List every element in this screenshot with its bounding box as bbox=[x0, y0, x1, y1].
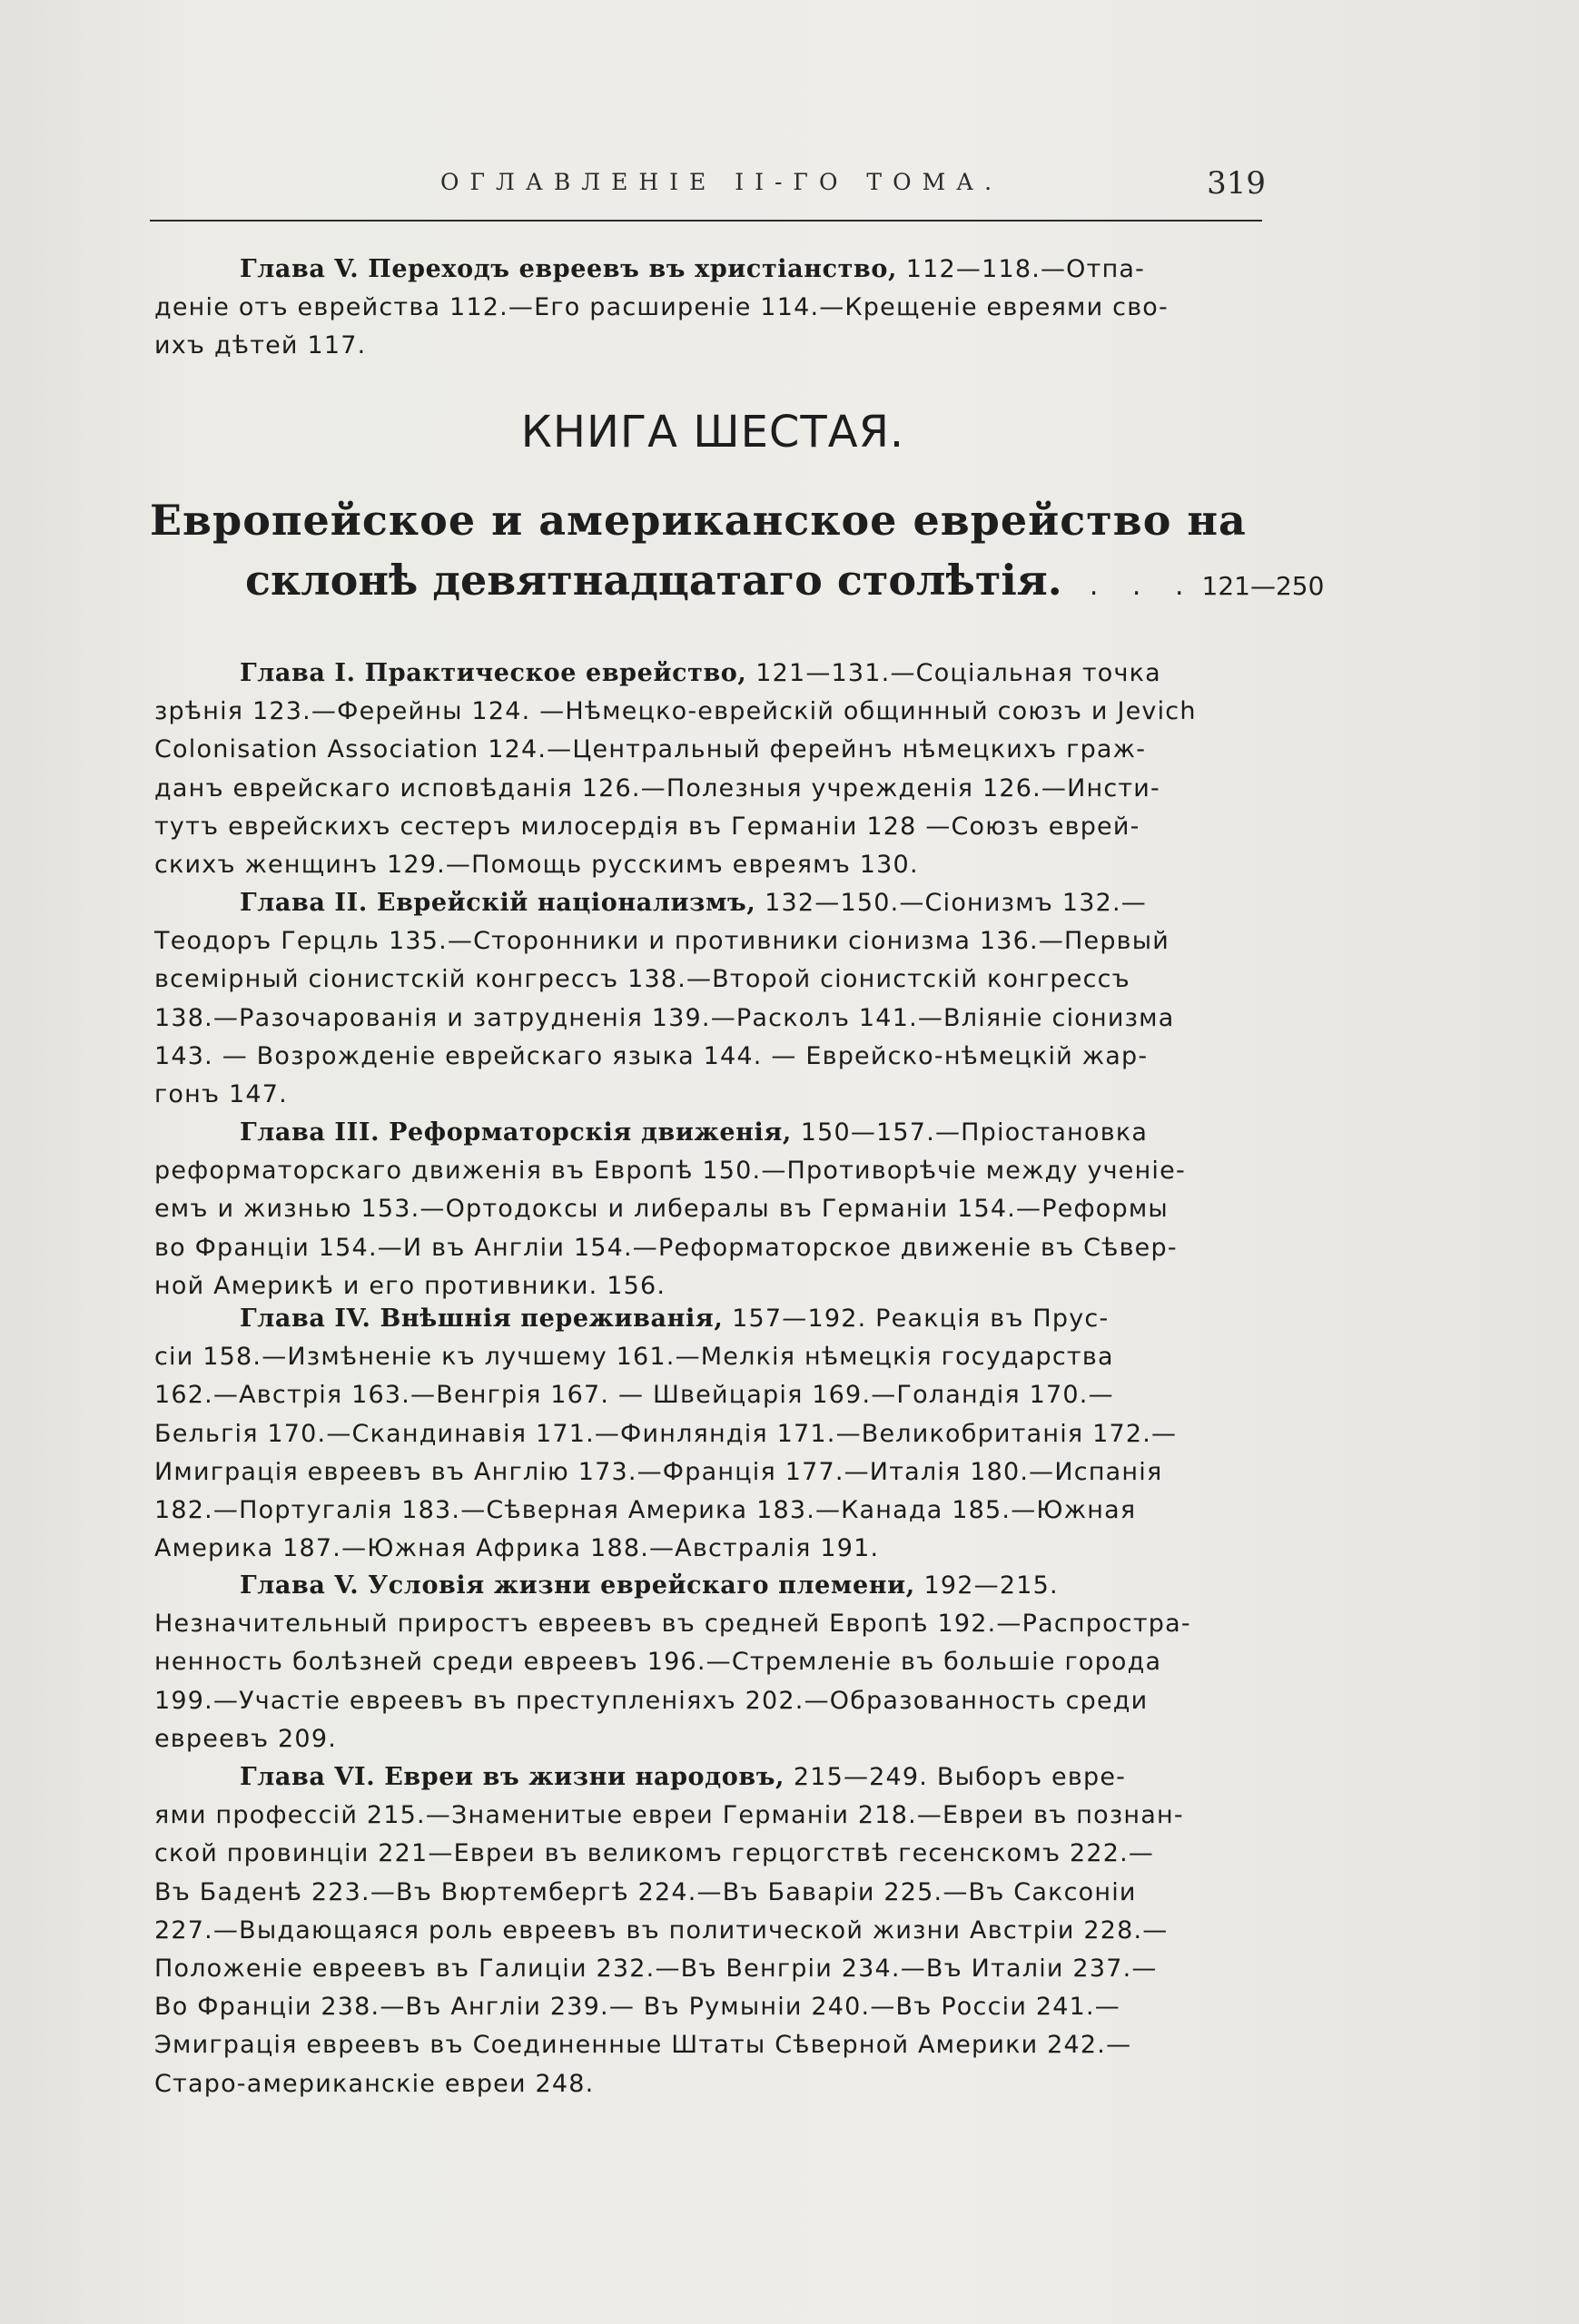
chapter-heading: Глава V. Переходъ евреевъ въ христіанство, bbox=[240, 255, 897, 283]
toc-entry-line: Во Франціи 238.—Въ Англіи 239.— Въ Румыніи 240.—Въ Россіи 241.— bbox=[154, 1993, 1120, 2022]
chapter-heading: Глава I. Практическое еврейство, bbox=[240, 659, 747, 687]
book-subtitle bbox=[150, 490, 1325, 616]
toc-entry-line: Бельгія 170.—Скандинавія 171.—Финляндія 171.—Великобританія 172.— bbox=[154, 1419, 1178, 1448]
toc-entry-line: Эмиграція евреевъ въ Соединенные Штаты Сѣверной Америки 242.— bbox=[154, 2031, 1132, 2060]
page-range: 121—250 bbox=[1201, 571, 1325, 601]
running-head bbox=[150, 165, 1266, 222]
toc-entry-chapter-1: Глава I. Практическое еврейство, 121—131.—Соціальная точка зрѣнія 123.—Ферейны 124. —Нѣмецко-еврейскій общинный союзъ и Jevich Colonisation Association 124.—Центральный ферейнъ нѣмецкихъ граж- данъ еврейскаго исповѣданія 126.—Полезныя учрежденія 126.—Инсти- тутъ еврейскихъ сестеръ милосердія въ Германіи 128 —Союзъ еврей- скихъ женщинъ 129.—Помощь русскимъ евреямъ 130. bbox=[154, 655, 1226, 884]
toc-entry-line: данъ еврейскаго исповѣданія 126.—Полезныя учрежденія 126.—Инсти- bbox=[154, 773, 1160, 803]
chapter-heading: Глава IV. Внѣшнія переживанія, bbox=[240, 1305, 724, 1333]
toc-entry-line: Въ Баденѣ 223.—Въ Вюртембергѣ 224.—Въ Баваріи 225.—Въ Саксоніи bbox=[154, 1877, 1137, 1906]
toc-entry-line: скихъ женщинъ 129.—Помощь русскимъ евреямъ 130. bbox=[154, 851, 919, 880]
toc-entry-chapter-4: Глава IV. Внѣшнія переживанія, 157—192. Реакція въ Прус- сіи 158.—Измѣненіе къ лучшему 161.—Мелкія нѣмецкія государства 162.—Австрія 163.—Венгрія 167. — Швейцарія 169.—Голандія 170.— Бельгія 170.—Скандинавія 171.—Финляндія 171.—Великобританія 172.— Имиграція евреевъ въ Англію 173.—Франція 177.—Италія 180.—Испанія 182.—Португалія 183.—Сѣверная Америка 183.—Канада 185.—Южная Америка 187.—Южная Африка 188.—Австралія 191. bbox=[154, 1300, 1226, 1568]
toc-entry-line: емъ и жизнью 153.—Ортодоксы и либералы въ Германіи 154.—Реформы bbox=[154, 1195, 1169, 1224]
toc-entry-line: всемірный сіонистскій конгрессъ 138.—Второй сіонистскій конгрессъ bbox=[154, 965, 1130, 994]
toc-entry-line: 182.—Португалія 183.—Сѣверная Америка 183.—Канада 185.—Южная bbox=[154, 1496, 1137, 1525]
chapter-heading: Глава II. Еврейскій націонализмъ, bbox=[240, 889, 756, 917]
toc-entry-line: Имиграція евреевъ въ Англію 173.—Франція 177.—Италія 180.—Испанія bbox=[154, 1457, 1163, 1486]
toc-entry-line: ями профессій 215.—Знаменитые евреи Германіи 218.—Евреи въ познан- bbox=[154, 1801, 1184, 1830]
toc-entry-line: гонъ 147. bbox=[154, 1080, 288, 1109]
chapter-heading: Глава V. Условія жизни еврейскаго племени, bbox=[240, 1571, 915, 1600]
toc-entry-line: ненность болѣзней среди евреевъ 196.—Стремленіе въ большіе города bbox=[154, 1648, 1162, 1677]
toc-entry-line: во Франціи 154.—И въ Англіи 154.—Реформаторское движеніе въ Сѣвер- bbox=[154, 1233, 1178, 1262]
toc-entry-line: деніе отъ еврейства 112.—Его расширеніе 114.—Крещеніе евреями сво- bbox=[154, 293, 1169, 322]
book-title: КНИГА ШЕСТАЯ. bbox=[520, 407, 905, 458]
toc-entry-line: сіи 158.—Измѣненіе къ лучшему 161.—Мелкія нѣмецкія государства bbox=[154, 1343, 1114, 1372]
toc-entry-line: ной Америкѣ и его противники. 156. bbox=[154, 1271, 666, 1300]
toc-entry-line: 227.—Выдающаяся роль евреевъ въ политической жизни Австріи 228.— bbox=[154, 1915, 1169, 1945]
toc-entry-line: тутъ еврейскихъ сестеръ милосердія въ Германіи 128 —Союзъ еврей- bbox=[154, 812, 1140, 841]
chapter-heading: Глава VI. Евреи въ жизни народовъ, bbox=[240, 1763, 785, 1791]
toc-entry-line: Положеніе евреевъ въ Галиціи 232.—Въ Венгріи 234.—Въ Италіи 237.— bbox=[154, 1955, 1158, 1984]
toc-entry-line: Старо-американскіе евреи 248. bbox=[154, 2069, 595, 2098]
toc-entry-first-line: Глава V. Переходъ евреевъ въ христіанство, 112—118.—Отпа- bbox=[240, 255, 1146, 283]
toc-entry-line: 162.—Австрія 163.—Венгрія 167. — Швейцарія 169.—Голандія 170.— bbox=[154, 1381, 1114, 1410]
chapter-heading: Глава III. Реформаторскія движенія, bbox=[240, 1118, 792, 1147]
book-subtitle-line-1: Европейское и американское еврейство на bbox=[150, 496, 1247, 545]
toc-entry-chapter-3: Глава III. Реформаторскія движенія, 150—157.—Пріостановка реформаторскаго движенія въ Европѣ 150.—Противорѣчіе между ученіе- емъ и жизнью 153.—Ортодоксы и либералы въ Германіи 154.—Реформы во Франціи 154.—И въ Англіи 154.—Реформаторское движеніе въ Сѣвер- ной Америкѣ и его противники. 156. bbox=[154, 1114, 1226, 1305]
toc-entry-line: 143. — Возрожденіе еврейскаго языка 144. — Еврейско-нѣмецкій жар- bbox=[154, 1041, 1149, 1070]
toc-entry-line: 199.—Участіе евреевъ въ преступленіяхъ 202.—Образованность среди bbox=[154, 1686, 1149, 1715]
leader-dots: . . . bbox=[1089, 570, 1197, 602]
toc-entry-chapter-5: Глава V. Условія жизни еврейскаго племени, 192—215. Незначительный приростъ евреевъ въ средней Европѣ 192.—Распростра- ненность болѣзней среди евреевъ 196.—Стремленіе въ большіе города 199.—Участіе евреевъ въ преступленіяхъ 202.—Образованность среди евреевъ 209. bbox=[154, 1567, 1226, 1758]
page-number: 319 bbox=[1207, 165, 1266, 202]
toc-entry-line: зрѣнія 123.—Ферейны 124. —Нѣмецко-еврейскій общинный союзъ и Jevich bbox=[154, 697, 1197, 726]
toc-entry-line: ихъ дѣтей 117. bbox=[154, 331, 367, 360]
toc-entry-line: евреевъ 209. bbox=[154, 1724, 337, 1753]
running-head-title: ОГЛАВЛЕНІЕ II-ГО ТОМА. bbox=[440, 169, 1003, 195]
toc-entry-line: Незначительный приростъ евреевъ въ средней Европѣ 192.—Распростра- bbox=[154, 1610, 1191, 1639]
toc-entry-intro bbox=[154, 251, 1226, 366]
book-subtitle-line-2: склонѣ девятнадцатаго столѣтія. . . . 121—250 bbox=[245, 556, 1325, 605]
toc-entry-line: Colonisation Association 124.—Центральный ферейнъ нѣмецкихъ граж- bbox=[154, 735, 1147, 764]
toc-entry-chapter-2: Глава II. Еврейскій націонализмъ, 132—150.—Сіонизмъ 132.— Теодоръ Герцль 135.—Сторонники и противники сіонизма 136.—Первый всемірный сіонистскій конгрессъ 138.—Второй сіонистскій конгрессъ 138.—Разочарованія и затрудненія 139.—Расколъ 141.—Вліяніе сіонизма 143. — Возрожденіе еврейскаго языка 144. — Еврейско-нѣмецкій жар- гонъ 147. bbox=[154, 884, 1226, 1114]
toc-entry-line: 138.—Разочарованія и затрудненія 139.—Расколъ 141.—Вліяніе сіонизма bbox=[154, 1003, 1175, 1032]
toc-entry-line: Теодоръ Герцль 135.—Сторонники и противники сіонизма 136.—Первый bbox=[154, 927, 1170, 956]
toc-entry-line: реформаторскаго движенія въ Европѣ 150.—Противорѣчіе между ученіе- bbox=[154, 1157, 1186, 1186]
toc-entry-line: ской провинціи 221—Евреи въ великомъ герцогствѣ гесенскомъ 222.— bbox=[154, 1839, 1155, 1868]
toc-entry-chapter-6: Глава VI. Евреи въ жизни народовъ, 215—249. Выборъ евре- ями профессій 215.—Знаменитые евреи Германіи 218.—Евреи въ познан- ской провинціи 221—Евреи въ великомъ герцогствѣ гесенскомъ 222.— Въ Баденѣ 223.—Въ Вюртембергѣ 224.—Въ Баваріи 225.—Въ Саксоніи 227.—Выдающаяся роль евреевъ въ политической жизни Австріи 228.— Положеніе евреевъ въ Галиціи 232.—Въ Венгріи 234.—Въ Италіи 237.— Во Франціи 238.—Въ Англіи 239.— Въ Румыніи 240.—Въ Россіи 241.— Эмиграція евреевъ въ Соединенные Штаты Сѣверной Америки 242.— Старо-американскіе евреи 248. bbox=[154, 1758, 1226, 2103]
toc-entry-line: Америка 187.—Южная Африка 188.—Австралія 191. bbox=[154, 1534, 880, 1563]
